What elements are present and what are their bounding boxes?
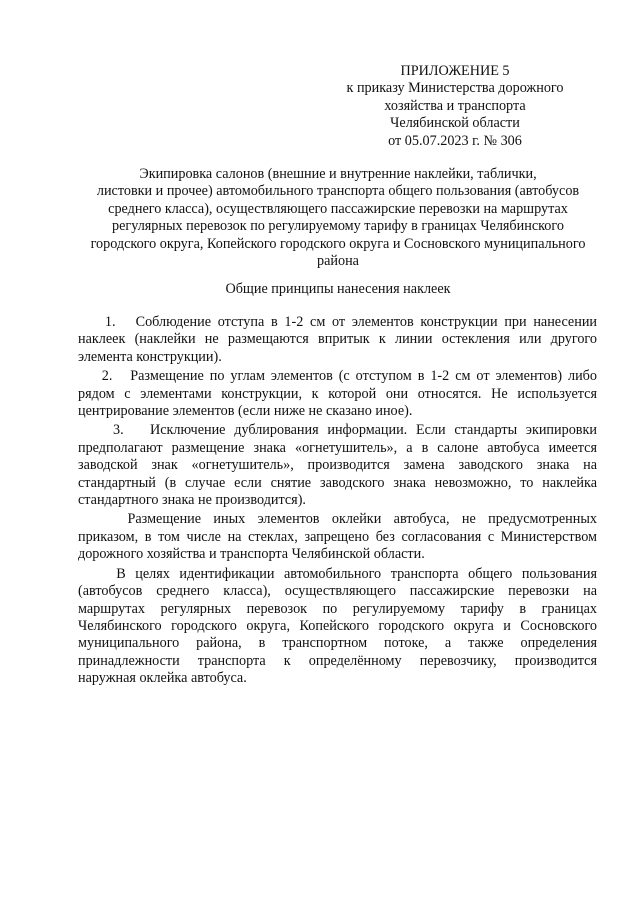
paragraph-line: дорожного хозяйства и транспорта Челябинской области.	[78, 546, 425, 563]
document-title	[70, 166, 606, 270]
title-line: Экипировка салонов (внешние и внутренние наклейки, таблички,	[139, 166, 537, 182]
paragraph-4	[78, 511, 597, 563]
title-line: среднего класса), осуществляющего пассажирские перевозки на маршрутах	[108, 200, 568, 217]
appendix-order-date: от 05.07.2023 г. № 306	[388, 132, 522, 149]
paragraph-line: принадлежности транспорта к определённому перевозчику, производится	[78, 652, 597, 669]
paragraph-line: стандартного знака не производится).	[78, 492, 306, 509]
paragraph-line: Челябинского городского округа, Копейского городского округа и Сосновского	[78, 617, 597, 634]
appendix-block	[330, 63, 580, 150]
paragraph-line: приказом, в том числе на стеклах, запрещено без согласования с Министерством	[78, 528, 597, 545]
paragraph-line: муниципального района, в транспортном потоке, а также определения	[78, 635, 597, 652]
paragraph-line: (автобусов среднего класса), осуществляющего пассажирские перевозки на	[78, 583, 597, 600]
paragraph-line: предполагают размещение знака «огнетушитель», а в салоне автобуса имеется	[78, 439, 597, 456]
title-line: листовки и прочее) автомобильного транспорта общего пользования (автобусов	[96, 183, 580, 200]
title-line: регулярных перевозок по регулируемому тарифу в границах Челябинского	[112, 218, 564, 235]
paragraph-1	[78, 314, 597, 366]
paragraph-5	[78, 566, 597, 688]
appendix-order-line: к приказу Министерства дорожного	[346, 80, 564, 97]
paragraph-line: элемента конструкции).	[78, 348, 222, 365]
paragraph-line: наклеек (наклейки не размещаются впритык к линии остекления или другого	[78, 331, 597, 348]
paragraph-line: 1. Соблюдение отступа в 1-2 см от элементов конструкции при нанесении	[78, 314, 597, 330]
paragraph-3	[78, 422, 597, 509]
title-line: района	[317, 253, 359, 270]
appendix-number: ПРИЛОЖЕНИЕ 5	[400, 63, 510, 79]
paragraph-line: рядом с элементами конструкции, к которой они относятся. Не используется	[78, 385, 597, 402]
appendix-order-line: Челябинской области	[390, 115, 520, 132]
paragraph-line: маршрутах регулярных перевозок по регулируемому тарифу в границах	[78, 600, 597, 617]
paragraph-line: 3. Исключение дублирования информации. Если стандарты экипировки	[78, 422, 597, 439]
document-body	[78, 314, 597, 688]
paragraph-line: стандартный (в случае если снятие заводского знака невозможно, то наклейка	[78, 474, 597, 491]
appendix-order-line: хозяйства и транспорта	[384, 97, 526, 114]
title-line: городского округа, Копейского городского округа и Сосновского муниципального	[90, 235, 586, 252]
paragraph-line: наружная оклейка автобуса.	[78, 670, 247, 687]
paragraph-line: Размещение иных элементов оклейки автобуса, не предусмотренных	[78, 511, 597, 528]
paragraph-line: В целях идентификации автомобильного транспорта общего пользования	[78, 565, 597, 582]
paragraph-line: центрирование элементов (если ниже не сказано иное).	[78, 403, 413, 420]
paragraph-line: 2. Размещение по углам элементов (с отступом в 1-2 см от элементов) либо	[78, 368, 597, 385]
paragraph-2	[78, 368, 597, 420]
paragraph-line: заводской знак «огнетушитель», производится замена заводского знака на	[78, 457, 597, 474]
section-heading: Общие принципы нанесения наклеек	[225, 281, 451, 297]
